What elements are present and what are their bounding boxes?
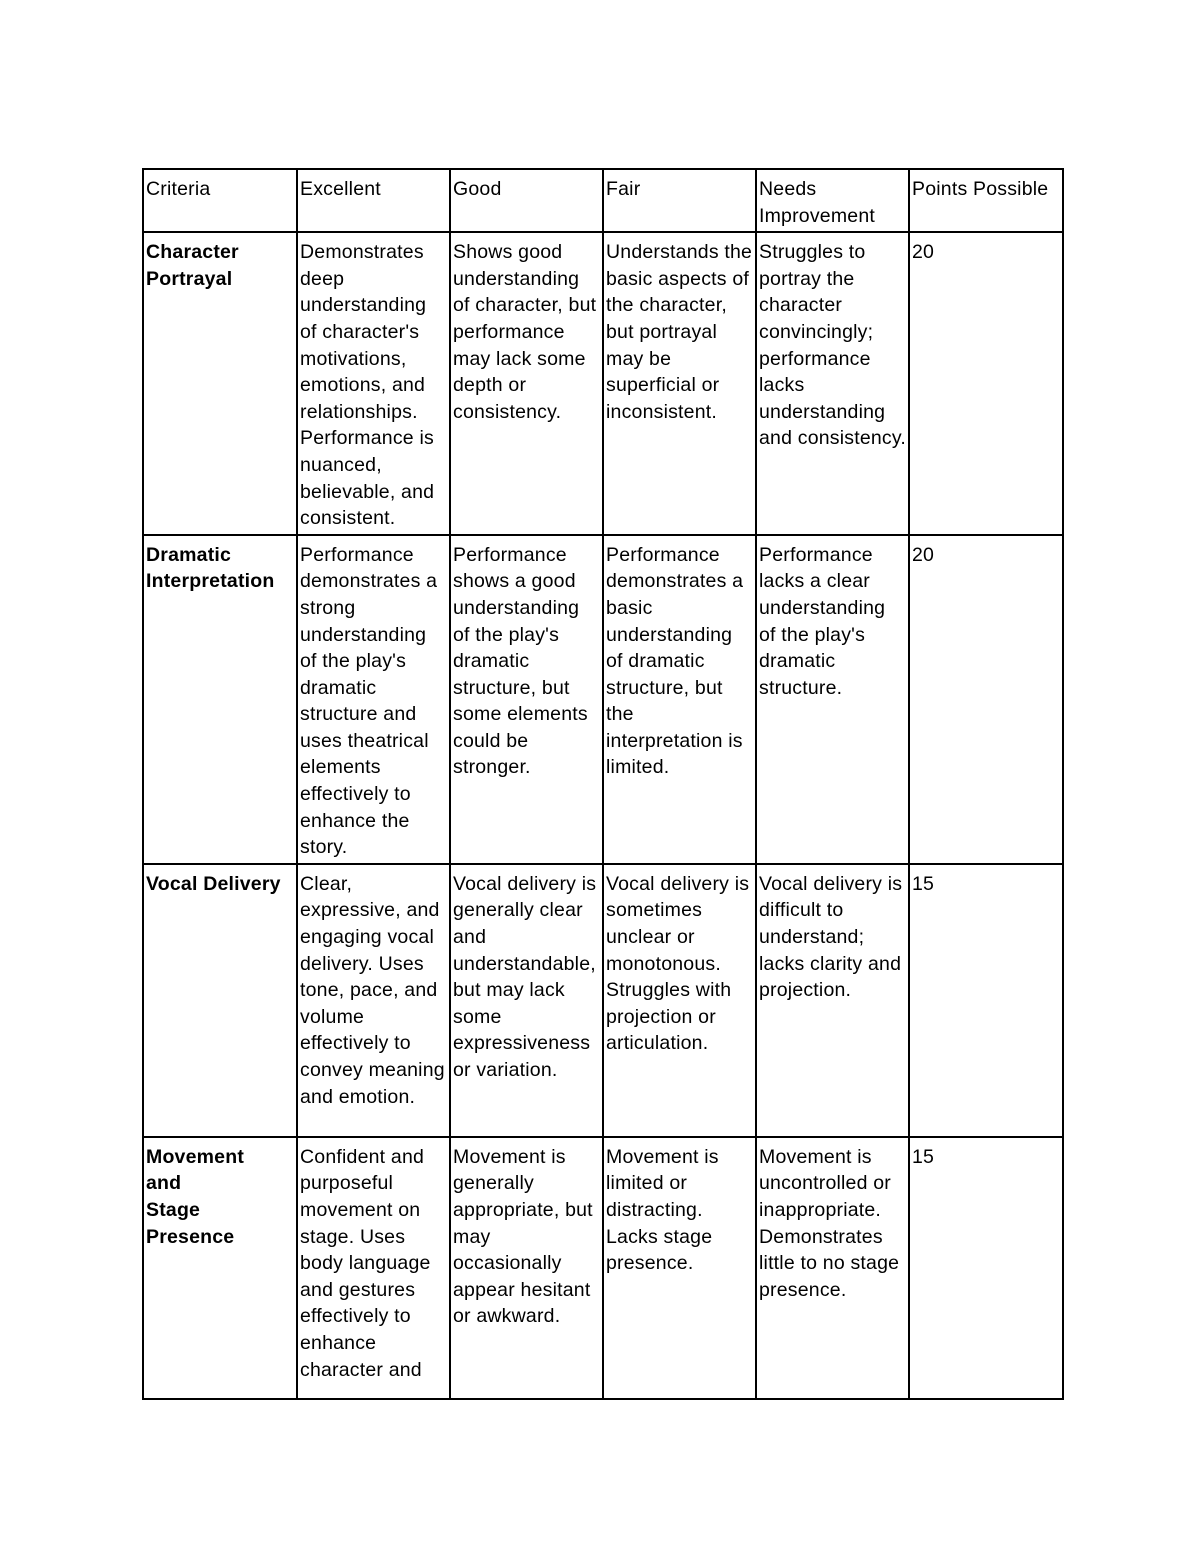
needs-improvement-cell: Performance lacks a clear understanding of the play's dramatic structure. <box>756 535 909 864</box>
good-cell: Vocal delivery is generally clear and understandable, but may lack some expressiveness or variation. <box>450 864 603 1137</box>
good-cell: Shows good understanding of character, but performance may lack some depth or consistency. <box>450 232 603 535</box>
header-excellent: Excellent <box>297 169 450 232</box>
header-needs-improvement: Needs Improvement <box>756 169 909 232</box>
table-row <box>143 864 1063 1137</box>
criteria-cell: Movement and Stage Presence <box>143 1137 297 1399</box>
good-cell: Movement is generally appropriate, but may occasionally appear hesitant or awkward. <box>450 1137 603 1399</box>
header-fair: Fair <box>603 169 756 232</box>
fair-cell: Movement is limited or distracting. Lacks stage presence. <box>603 1137 756 1399</box>
excellent-cell: Demonstrates deep understanding of character's motivations, emotions, and relationships. Performance is nuanced, believable, and consistent. <box>297 232 450 535</box>
header-points-possible: Points Possible <box>909 169 1063 232</box>
fair-cell: Understands the basic aspects of the character, but portrayal may be superficial or inconsistent. <box>603 232 756 535</box>
rubric-table <box>142 168 1064 1400</box>
needs-improvement-cell: Vocal delivery is difficult to understand; lacks clarity and projection. <box>756 864 909 1137</box>
header-criteria: Criteria <box>143 169 297 232</box>
excellent-cell: Performance demonstrates a strong understanding of the play's dramatic structure and uses theatrical elements effectively to enhance the story. <box>297 535 450 864</box>
points-cell: 20 <box>909 232 1063 535</box>
table-row <box>143 535 1063 864</box>
table-row <box>143 232 1063 535</box>
criteria-cell: Character Portrayal <box>143 232 297 535</box>
criteria-cell: Vocal Delivery <box>143 864 297 1137</box>
points-cell: 20 <box>909 535 1063 864</box>
needs-improvement-cell: Struggles to portray the character convincingly; performance lacks understanding and consistency. <box>756 232 909 535</box>
fair-cell: Vocal delivery is sometimes unclear or monotonous. Struggles with projection or articulation. <box>603 864 756 1137</box>
good-cell: Performance shows a good understanding of the play's dramatic structure, but some elements could be stronger. <box>450 535 603 864</box>
points-cell: 15 <box>909 864 1063 1137</box>
header-row <box>143 169 1063 232</box>
excellent-cell: Confident and purposeful movement on stage. Uses body language and gestures effectively to enhance character and <box>297 1137 450 1399</box>
needs-improvement-cell: Movement is uncontrolled or inappropriate. Demonstrates little to no stage presence. <box>756 1137 909 1399</box>
header-good: Good <box>450 169 603 232</box>
points-cell: 15 <box>909 1137 1063 1399</box>
excellent-cell: Clear, expressive, and engaging vocal delivery. Uses tone, pace, and volume effectively to convey meaning and emotion. <box>297 864 450 1137</box>
table-row <box>143 1137 1063 1399</box>
criteria-cell: Dramatic Interpretation <box>143 535 297 864</box>
fair-cell: Performance demonstrates a basic understanding of dramatic structure, but the interpretation is limited. <box>603 535 756 864</box>
